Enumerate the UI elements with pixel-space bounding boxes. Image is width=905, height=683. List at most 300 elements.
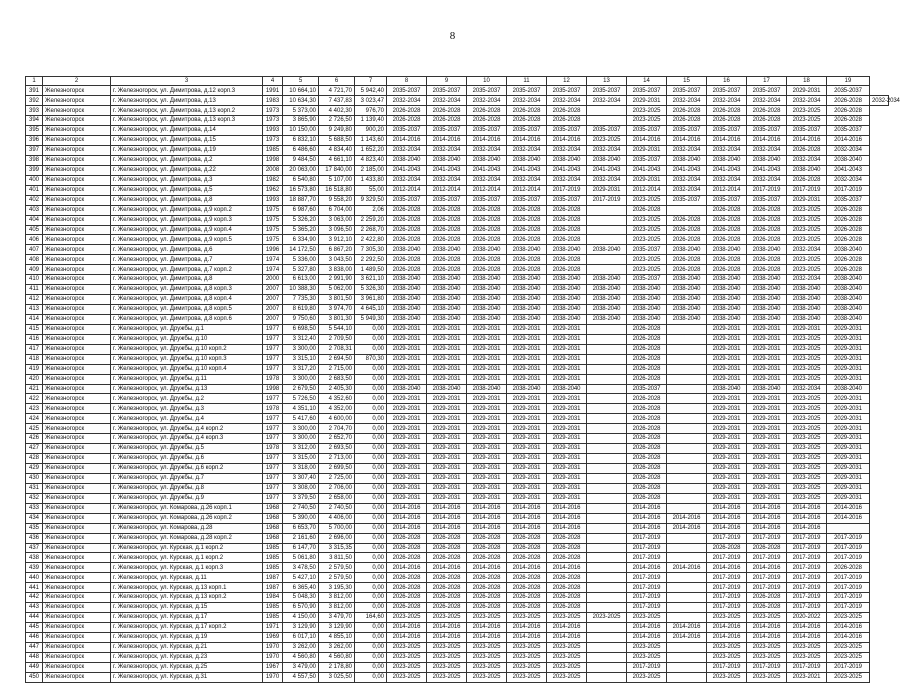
repair-period-cell — [667, 404, 707, 414]
repair-period-cell: 2014-2016 — [467, 513, 507, 523]
table-row — [26, 314, 889, 324]
address-cell: г. Железногорск, ул. Димитрова, д.2 — [111, 155, 263, 165]
repair-period-cell: 2026-2028 — [747, 116, 787, 126]
repair-period-cell: 2026-2028 — [507, 593, 547, 603]
repair-period-cell: 2038-2040 — [747, 285, 787, 295]
year-built-cell: 1985 — [263, 603, 283, 613]
repair-period-cell: 2023-2025 — [827, 652, 870, 662]
repair-period-cell: 2023-2025 — [787, 106, 827, 116]
repair-period-cell: 2038-2040 — [507, 155, 547, 165]
repair-period-cell: 2038-2040 — [827, 245, 870, 255]
repair-period-cell: 2038-2040 — [587, 285, 627, 295]
repair-period-cell: 2029-2031 — [747, 464, 787, 474]
address-cell: г. Железногорск, ул. Курская, д.13 корп.2 — [111, 593, 263, 603]
repair-period-cell: 2026-2028 — [467, 593, 507, 603]
total-area-cell: 6 613,00 — [283, 275, 319, 285]
repair-period-cell: 2014-2016 — [467, 623, 507, 633]
repair-period-cell: 2029-2031 — [827, 454, 870, 464]
total-area-cell: 3 479,00 — [283, 662, 319, 672]
non-residential-area-cell: 0,00 — [355, 672, 387, 682]
year-built-cell: 1975 — [263, 215, 283, 225]
repair-period-cell: 2029-2031 — [427, 394, 467, 404]
repair-period-cell: 2032-2034 — [387, 146, 427, 156]
repair-period-cell: 2032-2034 — [547, 146, 587, 156]
repair-period-cell: 2035-2037 — [547, 195, 587, 205]
locality-cell: Железногорск — [43, 473, 111, 483]
total-area-cell: 10 150,00 — [283, 126, 319, 136]
repair-period-cell: 2038-2040 — [667, 285, 707, 295]
repair-period-cell: 2029-2031 — [827, 414, 870, 424]
repair-period-cell: 2023-2025 — [467, 672, 507, 682]
repair-period-cell: 2026-2028 — [507, 533, 547, 543]
total-area-cell: 5 326,20 — [283, 215, 319, 225]
repair-period-cell: 2026-2028 — [547, 215, 587, 225]
locality-cell: Железногорск — [43, 543, 111, 553]
residential-area-cell: 4 661,10 — [319, 155, 355, 165]
repair-period-cell: 2017-2019 — [547, 185, 587, 195]
repair-period-cell: 2035-2037 — [427, 126, 467, 136]
total-area-cell: 4 560,80 — [283, 652, 319, 662]
repair-period-cell: 2026-2028 — [387, 255, 427, 265]
year-built-cell: 1993 — [263, 195, 283, 205]
repair-period-cell: 2026-2028 — [507, 215, 547, 225]
address-cell: г. Железногорск, ул. Димитрова, д.13 корп.2 — [111, 106, 263, 116]
locality-cell: Железногорск — [43, 285, 111, 295]
repair-period-cell: 2029-2031 — [427, 414, 467, 424]
repair-period-cell: 2023-2025 — [387, 642, 427, 652]
repair-period-cell: 2029-2031 — [427, 344, 467, 354]
row-number-cell: 408 — [26, 255, 43, 265]
residential-area-cell: 2 725,00 — [319, 473, 355, 483]
repair-period-cell: 2026-2028 — [547, 553, 587, 563]
row-number-cell: 418 — [26, 354, 43, 364]
repair-period-cell: 2012-2014 — [387, 185, 427, 195]
non-residential-area-cell: 0,00 — [355, 593, 387, 603]
repair-period-cell: 2014-2016 — [467, 136, 507, 146]
repair-period-cell: 2014-2016 — [747, 503, 787, 513]
repair-period-cell: 2026-2028 — [427, 593, 467, 603]
repair-period-cell: 2038-2040 — [787, 305, 827, 315]
locality-cell: Железногорск — [43, 215, 111, 225]
address-cell: г. Железногорск, ул. Курская, д.19 — [111, 632, 263, 642]
address-cell: г. Железногорск, ул. Димитрова, д.12 корп.3 — [111, 86, 263, 96]
address-cell: г. Железногорск, ул. Дружбы, д.3 — [111, 404, 263, 414]
repair-period-cell: 2038-2040 — [467, 275, 507, 285]
repair-period-cell: 2026-2028 — [667, 235, 707, 245]
repair-period-cell: 2029-2031 — [547, 364, 587, 374]
repair-period-cell — [667, 473, 707, 483]
locality-cell: Железногорск — [43, 434, 111, 444]
table-row — [26, 364, 889, 374]
locality-cell: Железногорск — [43, 175, 111, 185]
table-row — [26, 613, 889, 623]
table-row — [26, 473, 889, 483]
repair-period-cell: 2026-2028 — [387, 593, 427, 603]
repair-period-cell: 2038-2040 — [547, 314, 587, 324]
repair-period-cell: 2026-2028 — [427, 255, 467, 265]
non-residential-area-cell: 5 326,30 — [355, 285, 387, 295]
repair-period-cell — [667, 414, 707, 424]
repair-period-cell: 2017-2019 — [707, 593, 747, 603]
repair-period-cell: 2032-2034 — [507, 146, 547, 156]
locality-cell: Железногорск — [43, 563, 111, 573]
repair-period-cell — [587, 603, 627, 613]
total-area-cell: 3 379,50 — [283, 493, 319, 503]
table-row — [26, 116, 889, 126]
repair-period-cell: 2026-2028 — [747, 265, 787, 275]
year-built-cell: 1993 — [263, 126, 283, 136]
year-built-cell: 1977 — [263, 324, 283, 334]
repair-period-cell — [587, 533, 627, 543]
repair-period-cell: 2029-2031 — [747, 493, 787, 503]
repair-period-cell — [587, 434, 627, 444]
repair-period-cell: 2023-2025 — [787, 265, 827, 275]
repair-period-cell: 2035-2037 — [427, 86, 467, 96]
repair-period-cell: 2026-2028 — [627, 444, 667, 454]
total-area-cell: 16 573,80 — [283, 185, 319, 195]
address-cell: г. Железногорск, ул. Курская, д.15 — [111, 603, 263, 613]
total-area-cell: 5 336,00 — [283, 255, 319, 265]
repair-period-cell: 2029-2031 — [747, 454, 787, 464]
residential-area-cell: 2 706,00 — [319, 483, 355, 493]
non-residential-area-cell: 900,20 — [355, 126, 387, 136]
total-area-cell: 4 557,50 — [283, 672, 319, 682]
year-built-cell: 1985 — [263, 613, 283, 623]
non-residential-area-cell: 1 652,20 — [355, 146, 387, 156]
residential-area-cell: 2 652,70 — [319, 434, 355, 444]
repair-period-cell: 2026-2028 — [827, 215, 870, 225]
repair-period-cell: 2017-2019 — [707, 553, 747, 563]
repair-period-cell: 2029-2031 — [827, 334, 870, 344]
repair-period-cell: 2014-2016 — [627, 513, 667, 523]
repair-period-cell — [587, 483, 627, 493]
row-number-cell: 410 — [26, 275, 43, 285]
repair-period-cell: 2035-2037 — [667, 195, 707, 205]
repair-period-cell: 2014-2016 — [827, 632, 870, 642]
repair-period-cell: 2017-2019 — [627, 553, 667, 563]
repair-period-cell: 2035-2037 — [507, 86, 547, 96]
total-area-cell: 2 161,60 — [283, 533, 319, 543]
total-area-cell: 5 327,80 — [283, 265, 319, 275]
total-area-cell: 20 063,00 — [283, 165, 319, 175]
table-row — [26, 632, 889, 642]
residential-area-cell: 3 063,00 — [319, 215, 355, 225]
repair-period-cell: 2023-2025 — [467, 642, 507, 652]
row-number-cell: 413 — [26, 305, 43, 315]
row-number-cell: 446 — [26, 632, 43, 642]
total-area-cell: 10 634,30 — [283, 96, 319, 106]
repair-period-cell: 2029-2031 — [467, 454, 507, 464]
repair-period-cell: 2026-2028 — [827, 116, 870, 126]
row-number-cell: 424 — [26, 414, 43, 424]
non-residential-area-cell: 7 305,30 — [355, 245, 387, 255]
locality-cell: Железногорск — [43, 106, 111, 116]
total-area-cell: 6 540,80 — [283, 175, 319, 185]
repair-period-cell: 2032-2034 — [667, 185, 707, 195]
repair-period-cell: 2038-2040 — [467, 245, 507, 255]
repair-period-cell: 2038-2040 — [547, 155, 587, 165]
repair-period-cell: 2026-2028 — [467, 265, 507, 275]
address-cell: г. Железногорск, ул. Курская, д.11 — [111, 573, 263, 583]
repair-period-cell: 2038-2040 — [427, 295, 467, 305]
repair-period-cell — [587, 225, 627, 235]
table-row — [26, 672, 889, 682]
table-row — [26, 265, 889, 275]
row-number-cell: 398 — [26, 155, 43, 165]
repair-period-cell: 2026-2028 — [547, 116, 587, 126]
repair-period-cell — [667, 454, 707, 464]
repair-period-cell: 2014-2016 — [507, 623, 547, 633]
repair-period-cell: 2023-2025 — [787, 235, 827, 245]
repair-period-cell: 2038-2040 — [827, 384, 870, 394]
year-built-cell: 1998 — [263, 384, 283, 394]
repair-period-cell: 2029-2031 — [427, 374, 467, 384]
repair-period-cell: 2023-2025 — [387, 613, 427, 623]
residential-area-cell: 2 658,00 — [319, 493, 355, 503]
page-number: 8 — [449, 30, 456, 42]
residential-area-cell: 3 801,50 — [319, 295, 355, 305]
repair-period-cell — [667, 503, 707, 513]
repair-period-cell: 2026-2028 — [667, 255, 707, 265]
address-cell: г. Железногорск, ул. Курская, д.25 — [111, 662, 263, 672]
repair-period-cell: 2023-2025 — [387, 662, 427, 672]
repair-period-cell: 2026-2028 — [467, 603, 507, 613]
repair-period-cell: 2014-2016 — [627, 632, 667, 642]
row-number-cell: 448 — [26, 652, 43, 662]
residential-area-cell: 3 811,50 — [319, 553, 355, 563]
address-cell: г. Железногорск, ул. Дружбы, д.6 корп.2 — [111, 464, 263, 474]
residential-area-cell: 3 479,70 — [319, 613, 355, 623]
repair-period-cell — [587, 106, 627, 116]
repair-period-cell: 2035-2037 — [467, 126, 507, 136]
repair-period-cell — [587, 205, 627, 215]
repair-period-cell: 2035-2037 — [827, 195, 870, 205]
repair-period-cell: 2038-2040 — [467, 384, 507, 394]
repair-period-cell: 2023-2025 — [467, 662, 507, 672]
address-cell: г. Железногорск, ул. Димитрова, д.22 — [111, 165, 263, 175]
address-cell: г. Железногорск, ул. Димитрова, д.7 корп.2 — [111, 265, 263, 275]
locality-cell: Железногорск — [43, 583, 111, 593]
repair-period-cell: 2026-2028 — [387, 583, 427, 593]
repair-period-cell: 2026-2028 — [827, 205, 870, 215]
repair-period-cell: 2014-2016 — [707, 563, 747, 573]
repair-period-cell: 2017-2019 — [827, 573, 870, 583]
repair-period-cell: 2038-2040 — [707, 295, 747, 305]
repair-period-cell: 2012-2014 — [507, 185, 547, 195]
repair-period-cell: 2038-2040 — [707, 275, 747, 285]
table-row — [26, 414, 889, 424]
table-row — [26, 126, 889, 136]
total-area-cell: 6 334,90 — [283, 235, 319, 245]
repair-period-cell: 2032-2034 — [827, 146, 870, 156]
non-residential-area-cell: 2 292,50 — [355, 255, 387, 265]
repair-period-cell: 2014-2016 — [667, 136, 707, 146]
repair-period-cell: 2038-2040 — [627, 295, 667, 305]
year-built-cell: 1984 — [263, 593, 283, 603]
table-row — [26, 175, 889, 185]
address-cell: г. Железногорск, ул. Дружбы, д.9 — [111, 493, 263, 503]
repair-period-cell — [667, 205, 707, 215]
repair-period-cell: 2023-2025 — [787, 473, 827, 483]
repair-period-cell: 2038-2040 — [507, 384, 547, 394]
year-built-cell: 1977 — [263, 344, 283, 354]
repair-period-cell: 2038-2040 — [707, 384, 747, 394]
non-residential-area-cell: 0,00 — [355, 513, 387, 523]
table-row — [26, 324, 889, 334]
locality-cell: Железногорск — [43, 414, 111, 424]
repair-period-cell: 2014-2016 — [787, 503, 827, 513]
table-row — [26, 503, 889, 513]
repair-period-cell: 2029-2031 — [547, 344, 587, 354]
repair-period-cell: 2023-2025 — [707, 613, 747, 623]
repair-period-cell: 2026-2028 — [627, 404, 667, 414]
repair-period-cell: 2029-2031 — [387, 394, 427, 404]
repair-period-cell: 2014-2016 — [707, 503, 747, 513]
repair-period-cell: 2014-2016 — [827, 503, 870, 513]
repair-period-cell: 2038-2040 — [547, 295, 587, 305]
repair-period-cell: 2014-2016 — [427, 563, 467, 573]
repair-period-cell: 2029-2031 — [747, 374, 787, 384]
repair-period-cell — [667, 662, 707, 672]
repair-period-cell — [587, 255, 627, 265]
repair-period-cell: 2029-2031 — [747, 354, 787, 364]
repair-period-cell: 2038-2040 — [467, 295, 507, 305]
repair-period-cell: 2029-2031 — [507, 334, 547, 344]
year-built-cell: 1977 — [263, 414, 283, 424]
repair-period-cell: 2023-2025 — [787, 215, 827, 225]
table-row — [26, 185, 889, 195]
locality-cell: Железногорск — [43, 305, 111, 315]
repair-period-cell: 2029-2031 — [427, 464, 467, 474]
locality-cell: Железногорск — [43, 632, 111, 642]
repair-period-cell: 2029-2031 — [427, 444, 467, 454]
repair-period-cell: 2035-2037 — [387, 86, 427, 96]
row-number-cell: 435 — [26, 523, 43, 533]
repair-period-cell: 2026-2028 — [427, 215, 467, 225]
repair-period-cell: 2014-2016 — [507, 523, 547, 533]
repair-period-cell: 2038-2040 — [707, 245, 747, 255]
table-body — [26, 86, 900, 682]
repair-period-cell: 2014-2016 — [667, 513, 707, 523]
repair-period-cell: 2029-2031 — [507, 454, 547, 464]
repair-period-cell: 2029-2031 — [707, 394, 747, 404]
year-built-cell: 1969 — [263, 632, 283, 642]
table-row — [26, 155, 889, 165]
repair-period-cell: 2026-2028 — [387, 215, 427, 225]
repair-period-cell: 2017-2019 — [747, 583, 787, 593]
repair-period-cell: 2023-2025 — [787, 444, 827, 454]
total-area-cell: 6 486,60 — [283, 146, 319, 156]
repair-period-cell: 2029-2031 — [427, 454, 467, 464]
repair-period-cell: 2017-2019 — [747, 573, 787, 583]
repair-period-cell — [587, 632, 627, 642]
repair-period-cell: 2026-2028 — [387, 553, 427, 563]
locality-cell: Железногорск — [43, 444, 111, 454]
repair-period-cell: 2038-2040 — [427, 285, 467, 295]
repair-period-cell: 2029-2031 — [747, 364, 787, 374]
repair-period-cell: 2029-2031 — [707, 493, 747, 503]
non-residential-area-cell: 0,00 — [355, 533, 387, 543]
locality-cell: Железногорск — [43, 245, 111, 255]
repair-period-cell: 2023-2025 — [787, 434, 827, 444]
repair-period-cell: 2017-2019 — [787, 543, 827, 553]
row-number-cell: 404 — [26, 215, 43, 225]
repair-period-cell: 2014-2016 — [627, 563, 667, 573]
repair-period-cell — [587, 553, 627, 563]
address-cell: г. Железногорск, ул. Курская, д.21 — [111, 642, 263, 652]
locality-cell: Железногорск — [43, 116, 111, 126]
locality-cell: Железногорск — [43, 86, 111, 96]
repair-period-cell: 2023-2025 — [747, 642, 787, 652]
total-area-cell: 3 307,40 — [283, 473, 319, 483]
address-cell: г. Железногорск, ул. Дружбы, д.6 — [111, 454, 263, 464]
repair-period-cell: 2035-2037 — [507, 195, 547, 205]
repair-period-cell: 2038-2040 — [387, 305, 427, 315]
table-row — [26, 275, 889, 285]
year-built-cell: 1968 — [263, 503, 283, 513]
repair-period-cell: 2023-2025 — [787, 414, 827, 424]
non-residential-area-cell: 0,00 — [355, 444, 387, 454]
repair-period-cell: 2029-2031 — [467, 324, 507, 334]
repair-period-cell: 2032-2034 — [427, 175, 467, 185]
repair-period-cell: 2023-2025 — [747, 672, 787, 682]
repair-period-cell: 2014-2016 — [707, 513, 747, 523]
repair-period-cell: 2029-2031 — [507, 364, 547, 374]
repair-period-cell: 2029-2031 — [827, 394, 870, 404]
row-number-cell: 433 — [26, 503, 43, 513]
locality-cell: Железногорск — [43, 553, 111, 563]
repair-period-cell: 2029-2031 — [707, 444, 747, 454]
repair-period-cell: 2029-2031 — [707, 473, 747, 483]
repair-period-cell: 2029-2031 — [707, 414, 747, 424]
repair-period-cell: 2026-2028 — [627, 394, 667, 404]
repair-period-cell: 2026-2028 — [707, 116, 747, 126]
repair-period-cell — [667, 424, 707, 434]
address-cell: г. Железногорск, ул. Димитрова, д.14 — [111, 126, 263, 136]
repair-period-cell: 2041-2043 — [627, 165, 667, 175]
column-number-9: 9 — [427, 77, 467, 86]
repair-period-cell: 2032-2034 — [827, 175, 870, 185]
repair-period-cell: 2029-2031 — [747, 434, 787, 444]
repair-period-cell: 2026-2028 — [427, 265, 467, 275]
repair-period-cell: 2029-2031 — [427, 473, 467, 483]
repair-period-cell: 2035-2037 — [627, 245, 667, 255]
repair-period-cell: 2017-2019 — [827, 662, 870, 672]
repair-period-cell: 2038-2040 — [627, 305, 667, 315]
column-number-3: 3 — [111, 77, 263, 86]
repair-period-cell: 2017-2019 — [787, 573, 827, 583]
repair-period-cell: 2017-2019 — [787, 593, 827, 603]
repair-period-cell: 2029-2031 — [747, 334, 787, 344]
locality-cell: Железногорск — [43, 464, 111, 474]
total-area-cell: 5 061,80 — [283, 553, 319, 563]
repair-period-cell: 2017-2019 — [827, 603, 870, 613]
repair-period-cell: 2023-2025 — [627, 265, 667, 275]
repair-period-cell: 2029-2031 — [547, 444, 587, 454]
year-built-cell: 1983 — [263, 96, 283, 106]
address-cell: г. Железногорск, ул. Курская, д.13 корп.1 — [111, 583, 263, 593]
residential-area-cell: 2 713,00 — [319, 454, 355, 464]
repair-period-cell: 2029-2031 — [387, 404, 427, 414]
repair-period-cell: 2029-2031 — [507, 344, 547, 354]
row-number-cell: 422 — [26, 394, 43, 404]
repair-period-cell — [587, 454, 627, 464]
table-row — [26, 553, 889, 563]
residential-area-cell: 3 129,90 — [319, 623, 355, 633]
table-row — [26, 573, 889, 583]
repair-period-cell — [667, 344, 707, 354]
total-area-cell: 3 315,00 — [283, 454, 319, 464]
